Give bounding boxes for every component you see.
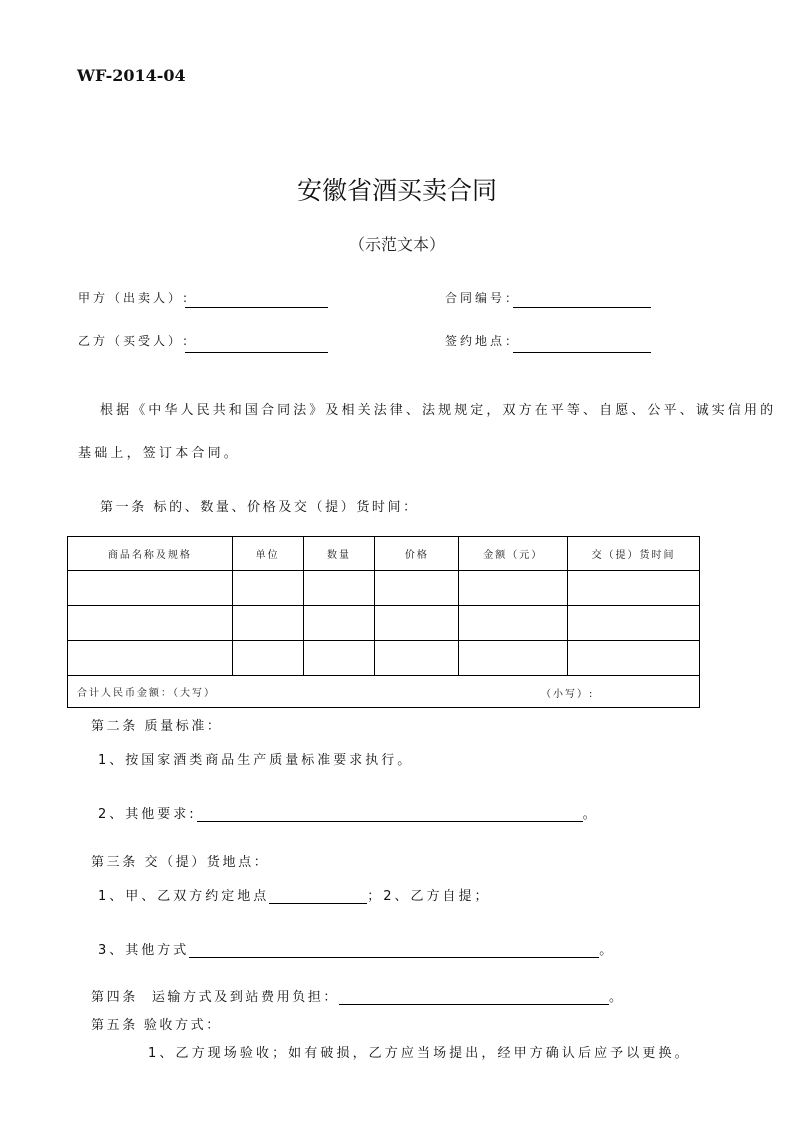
table-cell[interactable] xyxy=(303,606,375,641)
seller-input-line[interactable] xyxy=(185,289,328,308)
buyer-label: 乙方（买受人）: xyxy=(78,334,191,348)
article-5-item-1: 1、乙方现场验收；如有破损，乙方应当场提出，经甲方确认后应予以更换。 xyxy=(148,1046,691,1061)
goods-table xyxy=(67,536,700,708)
article-4-heading: 第四条 xyxy=(91,990,138,1005)
preamble-line-2: 基础上，签订本合同。 xyxy=(78,446,241,461)
total-cell[interactable] xyxy=(68,676,700,708)
article-3-item-3-label: 3、其他方式 xyxy=(98,943,190,958)
table-cell[interactable] xyxy=(459,571,568,606)
buyer-input-line[interactable] xyxy=(185,334,328,353)
sign-place-field xyxy=(445,332,520,349)
sign-place-input-line[interactable] xyxy=(513,334,651,353)
table-row xyxy=(68,641,700,676)
header-name-spec: 商品名称及规格 xyxy=(68,537,233,571)
table-cell[interactable] xyxy=(232,571,303,606)
table-cell[interactable] xyxy=(568,571,700,606)
article-5 xyxy=(91,1014,222,1033)
table-cell[interactable] xyxy=(303,571,375,606)
table-cell[interactable] xyxy=(568,641,700,676)
article-4-end: 。 xyxy=(609,990,625,1005)
article-3-item-3-end: 。 xyxy=(599,943,616,958)
agreed-place-input-line[interactable] xyxy=(269,889,367,904)
article-2-item-1: 1、按国家酒类商品生产质量标准要求执行。 xyxy=(98,753,414,768)
article-3-heading: 第三条 交（提）货地点： xyxy=(91,855,270,870)
article-2-item-2 xyxy=(98,803,599,822)
article-5-text: 验收方式： xyxy=(143,1018,222,1033)
table-cell[interactable] xyxy=(568,606,700,641)
total-capital-label: 合计人民币金额：（大写） xyxy=(77,688,216,699)
document-code: WF-2014-04 xyxy=(77,66,186,85)
table-header-row xyxy=(68,537,700,571)
buyer-field xyxy=(78,332,190,349)
table-cell[interactable] xyxy=(375,571,459,606)
seller-label: 甲方（出卖人）: xyxy=(78,291,191,305)
total-numeric-label: （小写）: xyxy=(541,689,595,700)
header-quantity: 数量 xyxy=(303,537,375,571)
table-cell[interactable] xyxy=(68,606,233,641)
other-requirements-input-line[interactable] xyxy=(197,807,583,822)
article-5-heading: 第五条 xyxy=(91,1018,138,1033)
article-3-item-1-end: ；2、乙方自提； xyxy=(367,889,491,904)
contract-no-field xyxy=(445,289,520,306)
table-cell[interactable] xyxy=(303,641,375,676)
page-subtitle: （示范文本） xyxy=(348,235,445,254)
header-delivery-time: 交（提）货时间 xyxy=(568,537,700,571)
article-3-item-3 xyxy=(98,939,615,958)
table-cell[interactable] xyxy=(459,641,568,676)
table-cell[interactable] xyxy=(68,641,233,676)
article-3-item-1-label: 1、甲、乙双方约定地点 xyxy=(98,889,270,904)
header-unit: 单位 xyxy=(232,537,303,571)
article-1-heading: 第一条 标的、数量、价格及交（提）货时间： xyxy=(100,500,419,515)
table-cell[interactable] xyxy=(68,571,233,606)
table-total-row xyxy=(68,676,700,708)
table-row xyxy=(68,571,700,606)
page-title: 安徽省酒买卖合同 xyxy=(296,176,497,205)
seller-field xyxy=(78,289,190,306)
header-price: 价格 xyxy=(375,537,459,571)
contract-no-label: 合同编号： xyxy=(445,291,521,305)
table-cell[interactable] xyxy=(232,606,303,641)
article-2-heading: 第二条 质量标准： xyxy=(91,719,223,734)
header-amount: 金额（元） xyxy=(459,537,568,571)
transport-cost-input-line[interactable] xyxy=(339,990,609,1005)
table-cell[interactable] xyxy=(375,641,459,676)
table-cell[interactable] xyxy=(375,606,459,641)
article-3-item-1 xyxy=(98,885,491,904)
table-cell[interactable] xyxy=(232,641,303,676)
table-row xyxy=(68,606,700,641)
article-4-text: 运输方式及到站费用负担： xyxy=(151,990,340,1005)
article-4 xyxy=(91,986,625,1005)
other-method-input-line[interactable] xyxy=(189,943,599,958)
article-2-item-2-end: 。 xyxy=(582,807,599,822)
contract-no-input-line[interactable] xyxy=(513,289,651,308)
article-2-item-2-label: 2、其他要求: xyxy=(98,807,197,822)
sign-place-label: 签约地点： xyxy=(445,334,521,348)
table-cell[interactable] xyxy=(459,606,568,641)
preamble-line-1: 根据《中华人民共和国合同法》及相关法律、法规规定，双方在平等、自愿、公平、诚实信用的 xyxy=(100,403,777,418)
